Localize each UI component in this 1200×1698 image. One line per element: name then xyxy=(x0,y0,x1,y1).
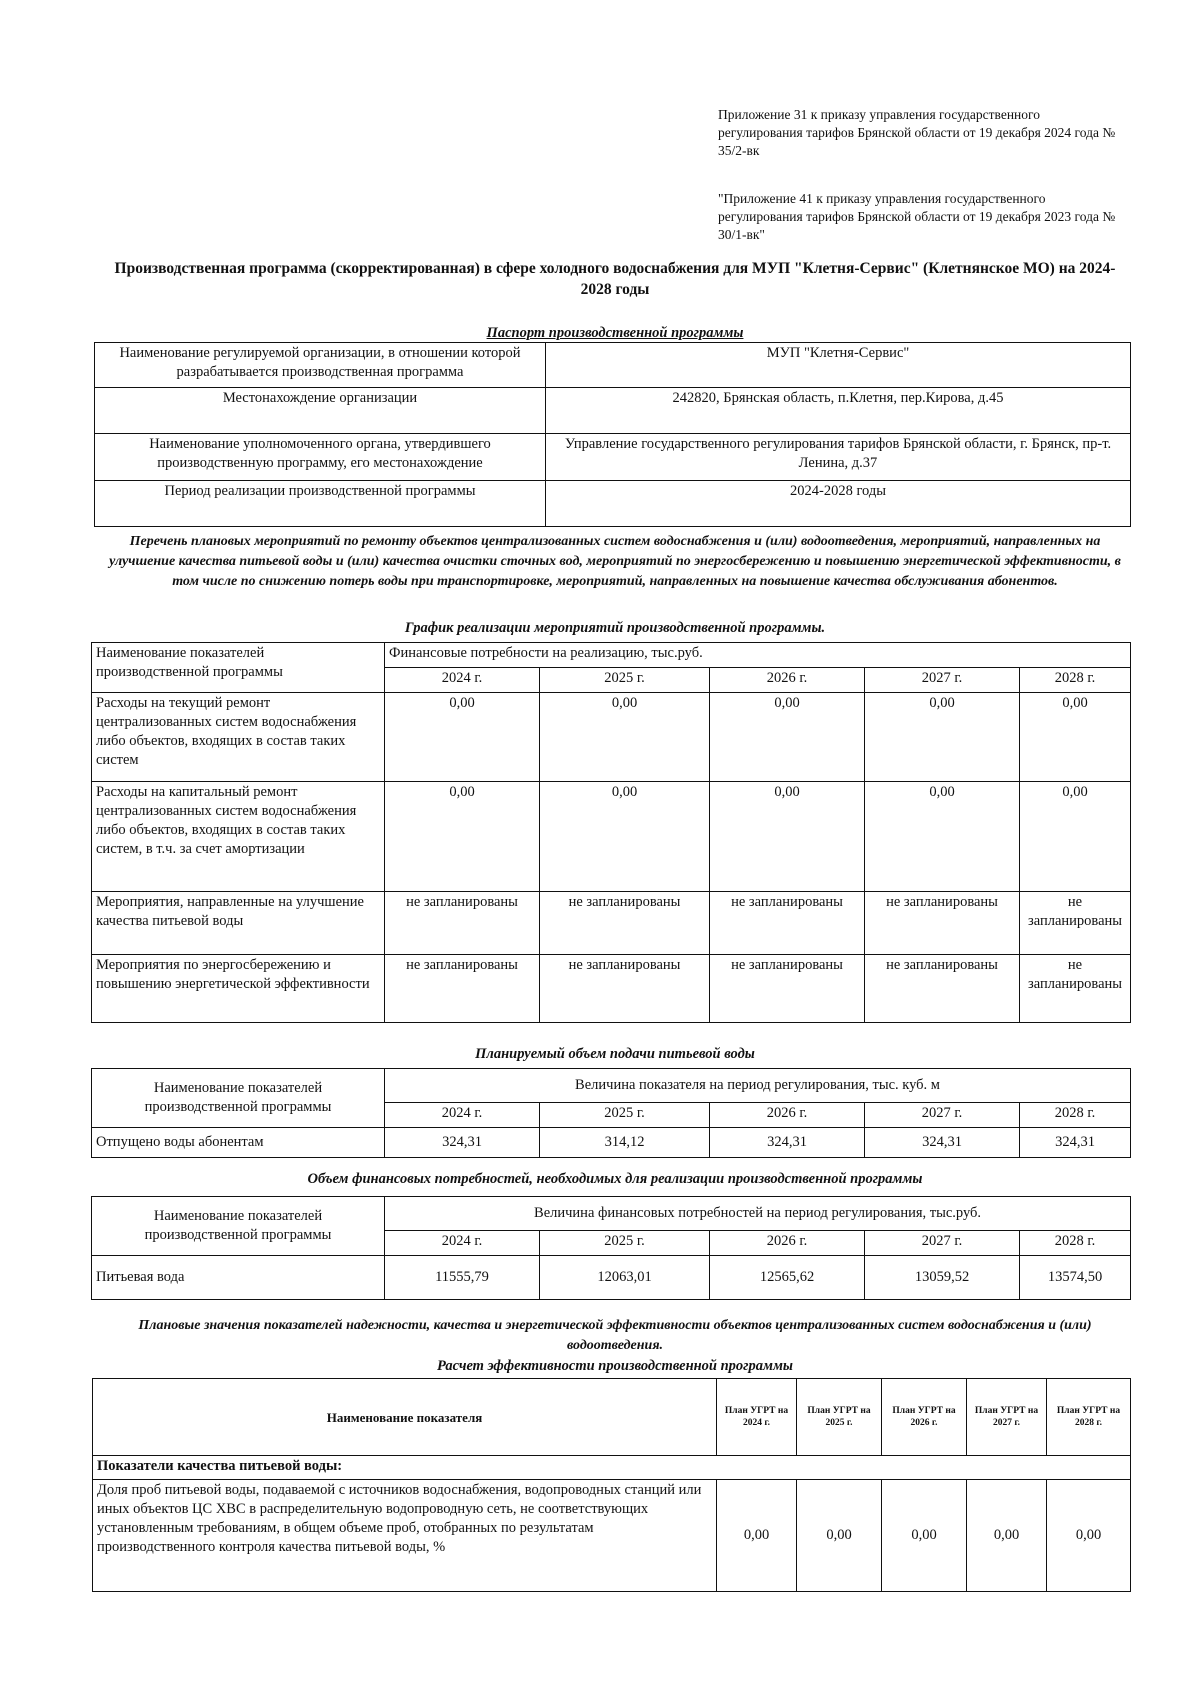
measure-value: не запланированы xyxy=(1020,955,1131,1023)
indicator-header: Наименование показателя xyxy=(93,1379,717,1456)
measures-schedule-caption: График реализации мероприятий производственной программы. xyxy=(404,620,826,636)
passport-value: 242820, Брянская область, п.Клетня, пер.Кирова, д.45 xyxy=(546,388,1131,434)
plan-header: План УГРТ на 2026 г. xyxy=(882,1379,967,1456)
finance-value: 12063,01 xyxy=(540,1256,710,1300)
measure-value: не запланированы xyxy=(710,955,865,1023)
volume-caption: Планируемый объем подачи питьевой воды xyxy=(475,1046,755,1062)
plan-header: План УГРТ на 2024 г. xyxy=(717,1379,797,1456)
measure-value: не запланированы xyxy=(540,955,710,1023)
measure-value: 0,00 xyxy=(385,782,540,892)
volume-table xyxy=(91,1068,1131,1158)
year-header: 2025 г. xyxy=(540,1231,710,1256)
passport-table xyxy=(94,342,1131,527)
measure-value: 0,00 xyxy=(865,693,1020,782)
indicator-value: 0,00 xyxy=(1047,1480,1131,1592)
measure-value: 0,00 xyxy=(1020,693,1131,782)
passport-caption: Паспорт производственной программы xyxy=(486,325,744,341)
volume-value: 324,31 xyxy=(710,1128,865,1158)
measure-value: 0,00 xyxy=(865,782,1020,892)
measure-value: не запланированы xyxy=(385,955,540,1023)
year-header: 2028 г. xyxy=(1020,1231,1131,1256)
appendix-41-note: "Приложение 41 к приказу управления государственного регулирования тарифов Брянской области от 19 декабря 2023 года № 30/1-вк" xyxy=(718,191,1116,242)
volume-header-group: Величина показателя на период регулирования, тыс. куб. м xyxy=(385,1069,1131,1103)
measures-header-label: Наименование показателей производственной программы xyxy=(92,643,385,693)
finance-value: 12565,62 xyxy=(710,1256,865,1300)
indicator-label: Доля проб питьевой воды, подаваемой с источников водоснабжения, водопроводных станций или иных объектов ЦС ХВС в распределительную водопроводную сеть, не соответствующих установленным требованиям, в общем объеме проб, отобранных по результатам производственного контроля качества питьевой воды, % xyxy=(93,1480,717,1592)
volume-value: 314,12 xyxy=(540,1128,710,1158)
measure-value: не запланированы xyxy=(1020,892,1131,955)
finance-label: Питьевая вода xyxy=(92,1256,385,1300)
year-header: 2026 г. xyxy=(710,1103,865,1128)
volume-label: Отпущено воды абонентам xyxy=(92,1128,385,1158)
finance-table xyxy=(91,1196,1131,1300)
volume-value: 324,31 xyxy=(1020,1128,1131,1158)
appendix-31-note: Приложение 31 к приказу управления государственного регулирования тарифов Брянской области от 19 декабря 2024 года № 35/2-вк xyxy=(718,107,1116,158)
measure-value: 0,00 xyxy=(710,693,865,782)
indicator-value: 0,00 xyxy=(882,1480,967,1592)
finance-value: 13574,50 xyxy=(1020,1256,1131,1300)
year-header: 2024 г. xyxy=(385,1103,540,1128)
year-header: 2025 г. xyxy=(540,668,710,693)
measure-label: Мероприятия, направленные на улучшение качества питьевой воды xyxy=(92,892,385,955)
finance-value: 13059,52 xyxy=(865,1256,1020,1300)
measures-table xyxy=(91,642,1131,1023)
measure-value: 0,00 xyxy=(1020,782,1131,892)
plan-header: План УГРТ на 2025 г. xyxy=(797,1379,882,1456)
passport-value: 2024-2028 годы xyxy=(546,481,1131,527)
indicator-value: 0,00 xyxy=(717,1480,797,1592)
reliability-caption: Плановые значения показателей надежности, качества и энергетической эффективности объектов централизованных систем водоснабжения и (или) водоотведения. xyxy=(138,1318,1092,1353)
volume-value: 324,31 xyxy=(385,1128,540,1158)
measure-label: Расходы на капитальный ремонт централизованных систем водоснабжения либо объектов, входящих в состав таких систем, в т.ч. за счет амортизации xyxy=(92,782,385,892)
year-header: 2027 г. xyxy=(865,1103,1020,1128)
year-header: 2025 г. xyxy=(540,1103,710,1128)
passport-label: Наименование уполномоченного органа, утвердившего производственную программу, его местонахождение xyxy=(95,434,546,481)
year-header: 2024 г. xyxy=(385,1231,540,1256)
measure-value: не запланированы xyxy=(865,955,1020,1023)
year-header: 2026 г. xyxy=(710,1231,865,1256)
finance-caption: Объем финансовых потребностей, необходимых для реализации производственной программы xyxy=(307,1171,923,1187)
measure-value: не запланированы xyxy=(710,892,865,955)
measure-value: 0,00 xyxy=(540,782,710,892)
measure-value: не запланированы xyxy=(540,892,710,955)
passport-label: Местонахождение организации xyxy=(95,388,546,434)
indicator-value: 0,00 xyxy=(967,1480,1047,1592)
measure-value: 0,00 xyxy=(540,693,710,782)
quality-section-heading: Показатели качества питьевой воды: xyxy=(93,1456,1131,1480)
year-header: 2026 г. xyxy=(710,668,865,693)
passport-label: Период реализации производственной программы xyxy=(95,481,546,527)
passport-value: МУП "Клетня-Сервис" xyxy=(546,343,1131,388)
measure-label: Расходы на текущий ремонт централизованных систем водоснабжения либо объектов, входящих в состав таких систем xyxy=(92,693,385,782)
measures-caption: Перечень плановых мероприятий по ремонту объектов централизованных систем водоснабжения и (или) водоотведения, мероприятий, направленных на улучшение качества питьевой воды и (или) качества очистки сточных вод, мероприятий по энергосбережению и повышению энергетической эффективности, в том числе по снижению потерь воды при транспортировке, мероприятий, направленных на повышение качества обслуживания абонентов. xyxy=(109,534,1121,589)
year-header: 2024 г. xyxy=(385,668,540,693)
volume-value: 324,31 xyxy=(865,1128,1020,1158)
year-header: 2027 г. xyxy=(865,668,1020,693)
measure-value: не запланированы xyxy=(865,892,1020,955)
page-title: Производственная программа (скорректированная) в сфере холодного водоснабжения для МУП "Клетня-Сервис" (Клетнянское МО) на 2024-2028 годы xyxy=(114,260,1116,298)
finance-header-group: Величина финансовых потребностей на период регулирования, тыс.руб. xyxy=(385,1197,1131,1231)
finance-header-label: Наименование показателей производственной программы xyxy=(92,1197,385,1256)
measure-label: Мероприятия по энергосбережению и повышению энергетической эффективности xyxy=(92,955,385,1023)
year-header: 2027 г. xyxy=(865,1231,1020,1256)
measure-value: 0,00 xyxy=(710,782,865,892)
plan-header: План УГРТ на 2028 г. xyxy=(1047,1379,1131,1456)
reliability-table xyxy=(92,1378,1131,1592)
year-header: 2028 г. xyxy=(1020,1103,1131,1128)
passport-value: Управление государственного регулирования тарифов Брянской области, г. Брянск, пр-т. Ленина, д.37 xyxy=(546,434,1131,481)
passport-label: Наименование регулируемой организации, в отношении которой разрабатывается производственная программа xyxy=(95,343,546,388)
plan-header: План УГРТ на 2027 г. xyxy=(967,1379,1047,1456)
measure-value: не запланированы xyxy=(385,892,540,955)
volume-header-label: Наименование показателей производственной программы xyxy=(92,1069,385,1128)
measures-header-group: Финансовые потребности на реализацию, тыс.руб. xyxy=(385,643,1131,668)
indicator-value: 0,00 xyxy=(797,1480,882,1592)
measure-value: 0,00 xyxy=(385,693,540,782)
finance-value: 11555,79 xyxy=(385,1256,540,1300)
year-header: 2028 г. xyxy=(1020,668,1131,693)
efficiency-caption: Расчет эффективности производственной программы xyxy=(437,1358,793,1374)
